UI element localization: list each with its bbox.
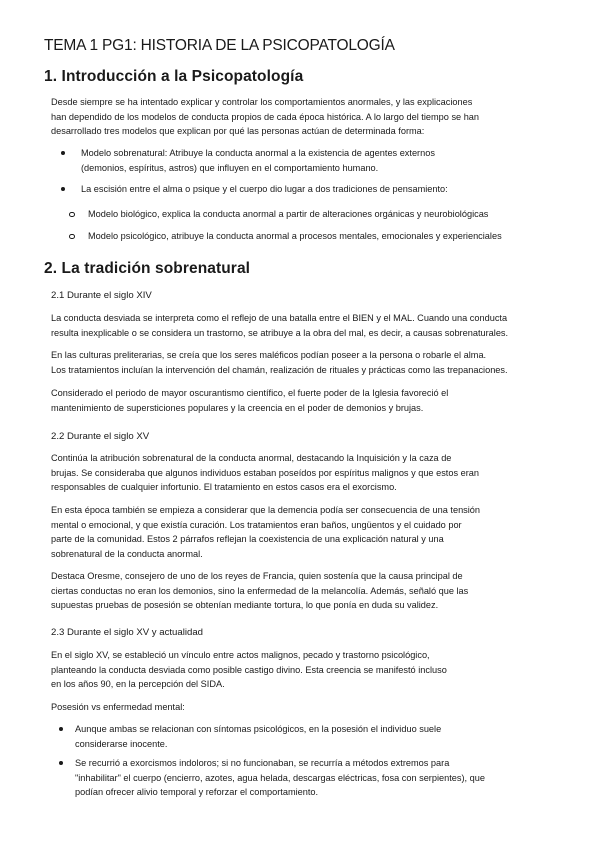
text-line: brujas. Se consideraba que algunos individuos estaban poseídos por espíritus malignos y que estos eran <box>51 467 479 478</box>
bullet-circle-icon <box>69 212 75 218</box>
text-line: En el siglo XV, se estableció un vínculo entre actos malignos, pecado y trastorno psicológico, <box>51 650 430 660</box>
document-title: TEMA 1 PG1: HISTORIA DE LA PSICOPATOLOGÍA <box>44 37 395 54</box>
text-line: La escisión entre el alma o psique y el cuerpo dio lugar a dos tradiciones de pensamiento: <box>81 184 448 194</box>
paragraph <box>51 503 596 561</box>
text-line: desarrollado tres modelos que explican por qué las personas actúan de determinada forma: <box>51 126 425 137</box>
text-line: Modelo sobrenatural: Atribuye la conducta anormal a la existencia de agentes externos <box>81 148 435 158</box>
text-line: Se recurrió a exorcismos indoloros; si no funcionaban, se recurría a métodos extremos para <box>75 758 450 768</box>
text-line: (demonios, espíritus, astros) que influyen en el comportamiento humano. <box>81 162 379 173</box>
text-line: ciertas conductas no eran los demonios, sino la enfermedad de la melancolía. Además, señaló que las <box>51 585 469 596</box>
text-line: resulta inexplicable o se considera un trastorno, se atribuye a la obra del mal, es decir, a causas sobrenaturales. <box>51 327 509 338</box>
text-line: Considerado el periodo de mayor oscurantismo científico, el fuerte poder de la Iglesia favoreció el <box>51 388 449 398</box>
bullet-dot-icon <box>59 761 63 765</box>
text-line: Desde siempre se ha intentado explicar y controlar los comportamientos anormales, y las explicaciones <box>51 97 473 107</box>
subsection-2-1-heading: 2.1 Durante el siglo XIV <box>51 290 152 301</box>
subsection-2-3-heading: 2.3 Durante el siglo XV y actualidad <box>51 627 203 638</box>
paragraph <box>51 348 596 377</box>
bullet-dot-icon <box>61 151 65 155</box>
text-line: Los tratamientos incluían la intervención del chamán, realización de rituales y prácticas como las trepanaciones. <box>51 364 508 375</box>
text-line: Aunque ambas se relacionan con síntomas psicológicos, en la posesión el individuo suele <box>75 724 442 734</box>
paragraph <box>51 569 596 613</box>
text-line: "inhabilitar" el cuerpo (encierro, azotes, agua helada, descargas eléctricas, fosa con serpientes), que <box>75 772 485 783</box>
text-line: Modelo biológico, explica la conducta anormal a partir de alteraciones orgánicas y neurobiológicas <box>88 209 489 219</box>
text-line: Continúa la atribución sobrenatural de la conducta anormal, destacando la Inquisición y la caza de <box>51 453 452 463</box>
paragraph <box>51 311 596 340</box>
section-1-heading: 1. Introducción a la Psicopatología <box>44 68 304 85</box>
text-line: planteando la conducta desviada como posible castigo divino. Esta creencia se manifestó incluso <box>51 664 447 675</box>
text-line: responsables de cualquier infortunio. El tratamiento en estos casos era el exorcismo. <box>51 482 397 493</box>
subsection-2-2-heading: 2.2 Durante el siglo XV <box>51 431 150 442</box>
text-line: en los años 90, en la percepción del SIDA. <box>51 679 225 690</box>
text-line: Modelo psicológico, atribuye la conducta anormal a procesos mentales, emocionales y experienciales <box>88 231 502 241</box>
bullet-dot-icon <box>59 727 63 731</box>
paragraph <box>51 386 596 415</box>
text-line: parte de la comunidad. Estos 2 párrafos reflejan la coexistencia de una explicación natural y una <box>51 534 444 545</box>
text-line: considerarse inocente. <box>75 738 168 749</box>
text-line: Destaca Oresme, consejero de uno de los reyes de Francia, quien sostenía que la causa principal de <box>51 571 463 581</box>
paragraph <box>51 451 596 495</box>
text-line: sobrenatural de la conducta anormal. <box>51 548 203 559</box>
text-line: La conducta desviada se interpreta como el reflejo de una batalla entre el BIEN y el MAL. Cuando una conducta <box>51 313 508 323</box>
text-line: En las culturas preliterarias, se creía que los seres maléficos podían poseer a la persona o robarle el alma. <box>51 350 487 360</box>
paragraph <box>51 648 596 692</box>
text-line: En esta época también se empieza a considerar que la demencia podía ser consecuencia de una tensión <box>51 505 481 515</box>
text-line: supuestas pruebas de posesión se obtenían mediante tortura, lo que ponía en duda su validez. <box>51 600 439 611</box>
text-line: Posesión vs enfermedad mental: <box>51 702 185 712</box>
bullet-dot-icon <box>61 187 65 191</box>
text-line: podían ofrecer alivio temporal y reforzar el comportamiento. <box>75 787 319 798</box>
paragraph <box>51 700 596 715</box>
text-line: han dependido de los modelos de conducta propios de cada época histórica. A lo largo del tiempo se han <box>51 111 480 122</box>
section-2-heading: 2. La tradición sobrenatural <box>44 260 251 277</box>
text-line: mental o emocional, y que existía curación. Los tratamientos eran baños, ungüentos y el cuidado por <box>51 519 462 530</box>
bullet-circle-icon <box>69 234 75 240</box>
text-line: mantenimiento de supersticiones populares y la creencia en el poder de demonios y brujas. <box>51 402 424 413</box>
section-1-intro <box>51 95 596 139</box>
